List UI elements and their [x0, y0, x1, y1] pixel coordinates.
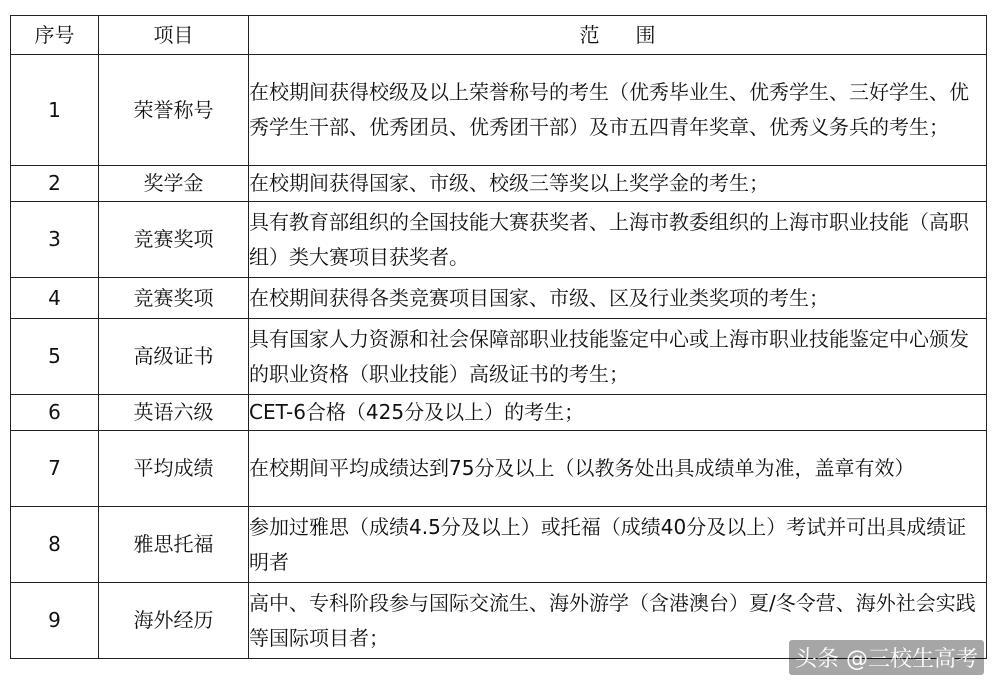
row-scope: 参加过雅思（成绩4.5分及以上）或托福（成绩40分及以上）考试并可出具成绩证明者: [249, 507, 987, 583]
watermark: 头条 @三校生高考: [789, 640, 984, 675]
row-item: 奖学金: [99, 166, 249, 202]
header-row: [11, 16, 987, 55]
row-scope: 具有国家人力资源和社会保障部职业技能鉴定中心或上海市职业技能鉴定中心颁发的职业资格（职业技能）高级证书的考生；: [249, 319, 987, 395]
row-scope: 具有教育部组织的全国技能大赛获奖者、上海市教委组织的上海市职业技能（高职组）类大赛项目获奖者。: [249, 202, 987, 278]
row-no: 8: [11, 507, 99, 583]
table-row: [11, 507, 987, 583]
row-scope: 高中、专科阶段参与国际交流生、海外游学（含港澳台）夏/冬令营、海外社会实践等国际项目者；: [249, 583, 987, 659]
table-row: [11, 278, 987, 319]
row-no: 5: [11, 319, 99, 395]
header-item: 项目: [99, 16, 249, 55]
row-item: 荣誉称号: [99, 55, 249, 166]
row-scope: CET-6合格（425分及以上）的考生；: [249, 395, 987, 431]
row-no: 3: [11, 202, 99, 278]
row-item: 英语六级: [99, 395, 249, 431]
row-scope: 在校期间平均成绩达到75分及以上（以教务处出具成绩单为准，盖章有效）: [249, 431, 987, 507]
row-item: 高级证书: [99, 319, 249, 395]
row-no: 7: [11, 431, 99, 507]
row-no: 6: [11, 395, 99, 431]
row-no: 2: [11, 166, 99, 202]
header-no: 序号: [11, 16, 99, 55]
table-row: [11, 319, 987, 395]
row-item: 海外经历: [99, 583, 249, 659]
row-scope: 在校期间获得国家、市级、校级三等奖以上奖学金的考生；: [249, 166, 987, 202]
row-no: 9: [11, 583, 99, 659]
header-scope: [249, 16, 987, 55]
table-row: [11, 395, 987, 431]
row-no: 1: [11, 55, 99, 166]
row-scope: 在校期间获得校级及以上荣誉称号的考生（优秀毕业生、优秀学生、三好学生、优秀学生干部、优秀团员、优秀团干部）及市五四青年奖章、优秀义务兵的考生；: [249, 55, 987, 166]
row-item: 竞赛奖项: [99, 278, 249, 319]
row-no: 4: [11, 278, 99, 319]
row-item: 雅思托福: [99, 507, 249, 583]
table-row: [11, 202, 987, 278]
criteria-table: [10, 15, 987, 659]
row-scope: 在校期间获得各类竞赛项目国家、市级、区及行业类奖项的考生；: [249, 278, 987, 319]
row-item: 平均成绩: [99, 431, 249, 507]
header-scope-label: 范围: [579, 22, 692, 47]
table-row: [11, 431, 987, 507]
row-item: 竞赛奖项: [99, 202, 249, 278]
table-row: [11, 166, 987, 202]
table-row: [11, 55, 987, 166]
